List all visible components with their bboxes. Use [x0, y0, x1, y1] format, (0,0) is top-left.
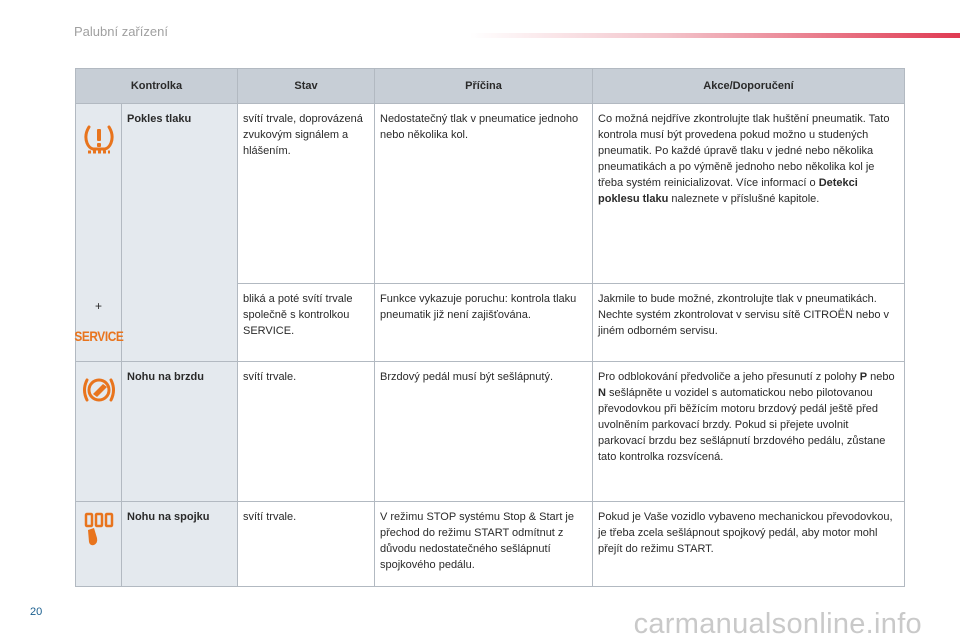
indicator-name: Pokles tlaku — [122, 104, 238, 362]
tyre-pressure-warning-icon — [82, 121, 116, 160]
table-row — [76, 362, 905, 502]
gear-p-label: P — [859, 371, 868, 383]
table-row — [76, 104, 905, 284]
action-text: Co možná nejdříve zkontrolujte tlak huštění pneumatik. Tato kontrola musí být provedena pokud možno u studených pneumatik. Po každé úpravě tlaku v jedné nebo několika pneumatikách a po výměně jednoho nebo několika kol je třeba systém reinicializovat. Více informací o — [598, 113, 890, 189]
cause-cell: Nedostatečný tlak v pneumatice jednoho nebo několika kol. — [375, 104, 593, 284]
service-warning-icon: SERVICE — [73, 328, 124, 344]
foot-on-brake-icon — [81, 397, 117, 409]
header-accent-rule — [470, 33, 960, 38]
status-cell: svítí trvale. — [238, 502, 375, 587]
column-header-indicator: Kontrolka — [76, 69, 238, 104]
column-header-status: Stav — [238, 69, 375, 104]
status-cell: svítí trvale, doprovázená zvukovým signálem a hlášením. — [238, 104, 375, 284]
cause-cell: Brzdový pedál musí být sešlápnutý. — [375, 362, 593, 502]
cause-cell: V režimu STOP systému Stop & Start je přechod do režimu START odmítnut z důvodu nedostatečného sešlápnutí spojkového pedálu. — [375, 502, 593, 587]
page-number: 20 — [30, 606, 43, 618]
table-row — [76, 502, 905, 587]
indicator-name: Nohu na brzdu — [122, 362, 238, 502]
action-cell: Pokud je Vaše vozidlo vybaveno mechanickou převodovkou, je třeba zcela sešlápnout spojkový pedál, aby motor mohl přejít do režimu START. — [593, 502, 905, 587]
action-cell: Jakmile to bude možné, zkontrolujte tlak v pneumatikách. Nechte systém zkontrolovat v servisu sítě CITROËN nebo v jiném odborném servisu. — [593, 284, 905, 362]
table-header-row — [76, 69, 905, 104]
warning-lights-table — [75, 68, 905, 587]
status-cell: svítí trvale. — [238, 362, 375, 502]
gear-n-label: N — [598, 387, 606, 399]
watermark-text: carmanualsonline.info — [633, 608, 922, 640]
action-text-end: naleznete v příslušné kapitole. — [668, 193, 820, 205]
clutch-icon-cell — [76, 502, 122, 587]
action-cell — [593, 362, 905, 502]
foot-on-clutch-icon — [82, 539, 116, 551]
column-header-action: Akce/Doporučení — [593, 69, 905, 104]
action-text: sešlápněte u vozidel s automatickou nebo pilotovanou převodovkou při běžícím motoru brzdový pedál ještě před uvolněním parkovací brzdy. Pokud si přejete uvolnit parkovací brzdu bez sešlápnutí brzdového pedálu, zůstane tato kontrolka rozsvícená. — [598, 387, 886, 463]
action-bold-text: Detekci poklesu tlaku — [598, 177, 858, 205]
column-header-cause: Příčina — [375, 69, 593, 104]
action-text: Pro odblokování předvoliče a jeho přesunutí z polohy — [598, 371, 860, 383]
page-section-title: Palubní zařízení — [74, 24, 168, 39]
tyre-pressure-icon-cell — [73, 104, 124, 362]
action-text: nebo — [867, 371, 895, 383]
action-cell — [593, 104, 905, 284]
plus-sign: + — [94, 299, 102, 313]
brake-icon-cell — [76, 362, 122, 502]
status-cell: bliká a poté svítí trvale společně s kontrolkou SERVICE. — [238, 284, 375, 362]
indicator-name: Nohu na spojku — [122, 502, 238, 587]
cause-cell: Funkce vykazuje poruchu: kontrola tlaku pneumatik již není zajišťována. — [375, 284, 593, 362]
